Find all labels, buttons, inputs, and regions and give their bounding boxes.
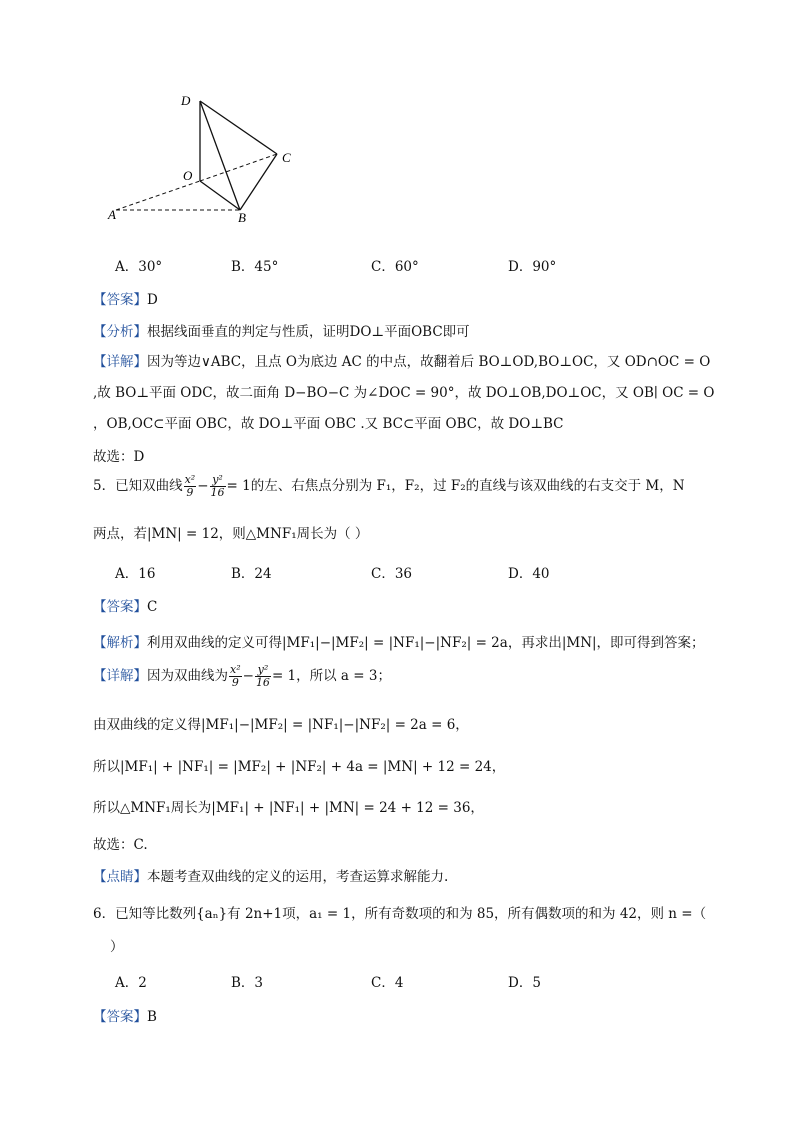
q5-options <box>115 562 675 582</box>
label-O: O <box>183 168 193 183</box>
q4-option-d[interactable]: D．90° <box>508 259 557 275</box>
q6-option-d[interactable]: D．5 <box>508 975 541 991</box>
answer-value: B <box>147 1009 157 1025</box>
comment-text: 本题考查双曲线的定义的运用，考查运算求解能力. <box>147 869 449 885</box>
edge-BC <box>240 154 277 210</box>
answer-tag: 【答案】 <box>93 1009 147 1025</box>
q5-answer <box>93 595 157 615</box>
detail-tag: 【详解】 <box>93 668 147 684</box>
frac-den: 9 <box>186 486 194 499</box>
analysis-text: 根据线面垂直的判定与性质，证明DO⊥平面OBC即可 <box>147 324 470 340</box>
q6-option-b[interactable]: B．3 <box>231 975 264 991</box>
q5-analysis <box>93 631 705 651</box>
q5-detail <box>93 664 391 689</box>
q4-option-a[interactable]: A．30° <box>115 259 163 275</box>
q4-answer <box>93 288 158 308</box>
analysis-tag: 【分析】 <box>93 324 147 340</box>
analysis-tag: 【解析】 <box>93 635 147 651</box>
q5-stem-suffix: = 1的左、右焦点分别为 F₁，F₂，过 F₂的直线与该双曲线的右支交于 M，N <box>226 478 685 494</box>
frac-den: 16 <box>210 486 225 499</box>
frac-num: x² <box>230 663 241 676</box>
frac-num: y² <box>255 664 271 677</box>
q5-detail-frac-x <box>229 664 242 689</box>
frac-num: x² <box>184 473 196 486</box>
frac-den: 16 <box>255 676 270 689</box>
q5-option-b[interactable]: B．24 <box>231 566 272 582</box>
q5-step-2: 所以|MF₁| + |NF₁| = |MF₂| + |NF₂| + 4a = |MN| + 12 = 24， <box>93 759 506 775</box>
q5-stem-line-2: 两点，若|MN| = 12，则△MNF₁周长为（ ） <box>93 526 369 542</box>
edge-AO <box>116 181 200 210</box>
q5-conclusion: 故选：C. <box>93 837 148 853</box>
frac-den: 9 <box>231 676 239 689</box>
q4-option-b[interactable]: B．45° <box>231 259 279 275</box>
pyramid-figure <box>100 88 310 228</box>
q4-analysis <box>93 320 470 340</box>
q4-option-c[interactable]: C．60° <box>371 259 419 275</box>
detail-tag: 【详解】 <box>93 354 147 370</box>
q5-frac-x <box>184 474 197 499</box>
q4-detail-line-2: ,故 BO⊥平面 ODC，故二面角 D−BO−C 为∠DOC = 90°，故 DO⊥OB,DO⊥OC，又 OB∣ OC = O <box>93 385 715 401</box>
answer-tag: 【答案】 <box>93 599 147 615</box>
analysis-text: 利用双曲线的定义可得|MF₁|−|MF₂| = |NF₁|−|NF₂| = 2a，再求出|MN|，即可得到答案； <box>147 635 705 651</box>
q5-option-a[interactable]: A．16 <box>115 566 156 582</box>
q5-option-d[interactable]: D．40 <box>508 566 550 582</box>
answer-value: C <box>147 599 158 615</box>
q5-step-3: 所以△MNF₁周长为|MF₁| + |NF₁| + |MN| = 24 + 12 = 36， <box>93 800 484 816</box>
q6-stem-line-1: 6．已知等比数列{aₙ}有 2n+1项，a₁ = 1，所有奇数项的和为 85，所有偶数项的和为 42，则 n =（ <box>93 906 707 922</box>
label-D: D <box>181 93 191 108</box>
q5-step-1: 由双曲线的定义得|MF₁|−|MF₂| = |NF₁|−|NF₂| = 2a = 6， <box>93 717 469 733</box>
minus-sign: − <box>242 668 254 684</box>
edge-OC <box>200 154 277 181</box>
frac-num: y² <box>210 474 226 487</box>
q5-comment <box>93 865 448 885</box>
detail-prefix: 因为双曲线为 <box>147 668 228 684</box>
q6-stem-line-2: ） <box>110 939 124 955</box>
q4-detail-line-3: ，OB,OC⊂平面 OBC，故 DO⊥平面 OBC .又 BC⊂平面 OBC，故 DO⊥BC <box>93 416 564 432</box>
q5-option-c[interactable]: C．36 <box>371 566 413 582</box>
answer-value: D <box>147 292 158 308</box>
q6-option-a[interactable]: A．2 <box>115 975 147 991</box>
q6-option-c[interactable]: C．4 <box>371 975 404 991</box>
label-A: A <box>108 207 116 222</box>
q4-conclusion: 故选：D <box>93 449 145 465</box>
q6-options <box>115 971 675 991</box>
detail-suffix: = 1，所以 a = 3； <box>271 668 391 684</box>
q5-detail-frac-y <box>255 664 271 689</box>
q4-detail-line-1 <box>93 350 710 370</box>
q6-answer <box>93 1005 157 1025</box>
minus-sign: − <box>197 478 209 494</box>
q5-stem-prefix: 5．已知双曲线 <box>93 478 183 494</box>
edge-DB <box>200 101 240 210</box>
label-C: C <box>282 150 291 165</box>
answer-tag: 【答案】 <box>93 292 147 308</box>
q5-frac-y <box>210 474 226 499</box>
edge-DC <box>200 101 277 154</box>
comment-tag: 【点睛】 <box>93 869 147 885</box>
q5-stem-line-1 <box>93 474 685 499</box>
label-B: B <box>238 210 246 225</box>
q4-options <box>115 255 675 275</box>
detail-text: 因为等边∨ABC，且点 O为底边 AC 的中点，故翻着后 BO⊥OD,BO⊥OC，又 OD∩OC = O <box>147 354 711 370</box>
